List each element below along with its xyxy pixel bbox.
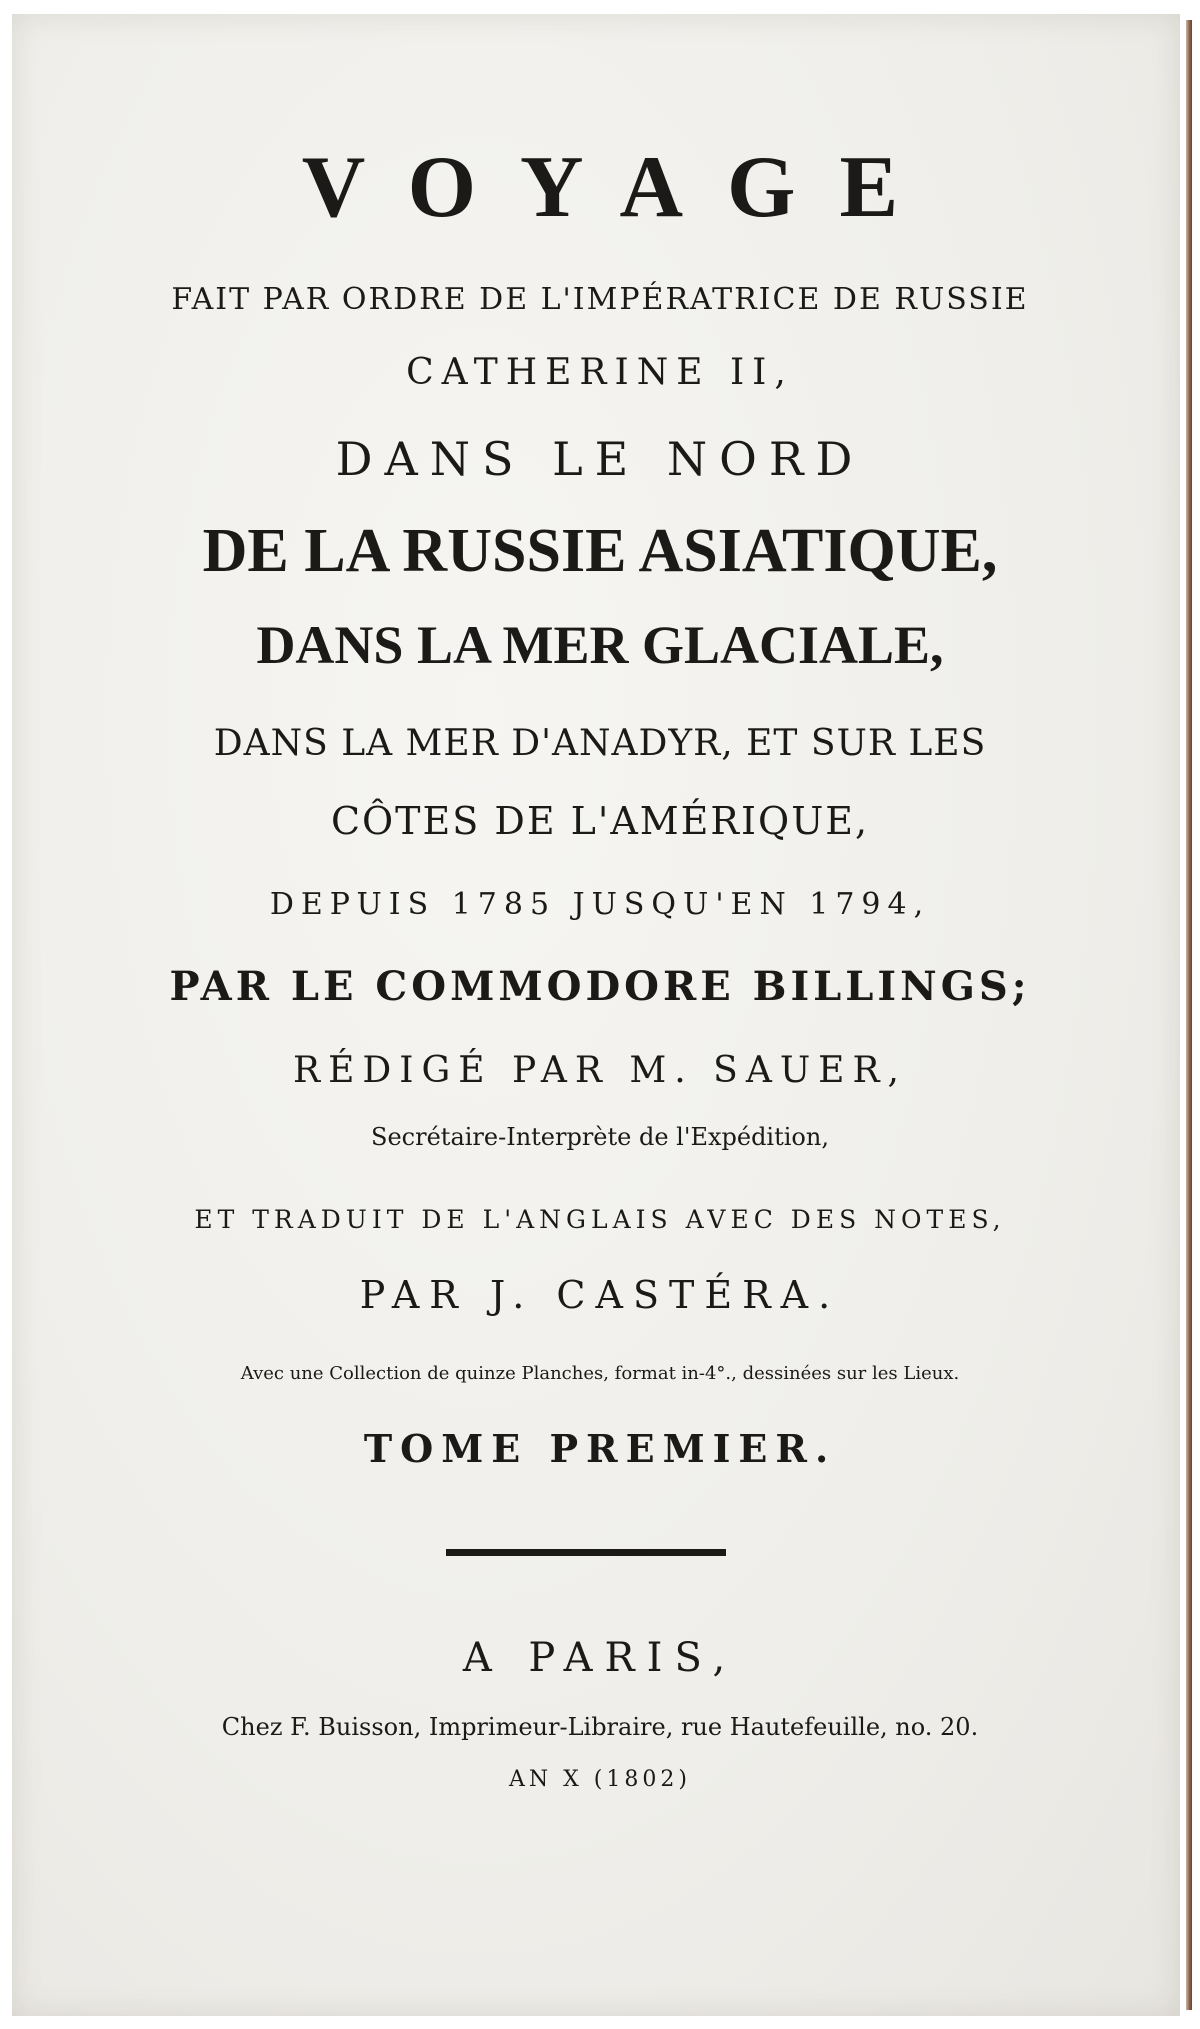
publisher-line: Chez F. Buisson, Imprimeur-Libraire, rue Hautefeuille, no. 20. (221, 1713, 979, 1741)
translator-line: PAR J. CASTÉRA. (359, 1273, 841, 1317)
subtitle-line-5: DANS LA MER GLACIALE, (256, 615, 944, 675)
date-line: AN X (1802) (509, 1767, 691, 1792)
editor-line: RÉDIGÉ PAR M. SAUER, (293, 1050, 907, 1091)
subtitle-line-2: CATHERINE II, (406, 352, 794, 393)
editor-role-line: Secrétaire-Interprète de l'Expédition, (371, 1123, 829, 1151)
author-line: PAR LE COMMODORE BILLINGS; (169, 963, 1031, 1010)
subtitle-line-3: DANS LE NORD (335, 432, 865, 486)
divider-rule (446, 1549, 726, 1556)
subtitle-line-1: FAIT PAR ORDRE DE L'IMPÉRATRICE DE RUSSIE (171, 282, 1029, 317)
place-line: A PARIS, (462, 1635, 738, 1681)
plates-note-line: Avec une Collection de quinze Planches, format in-4°., dessinées sur les Lieux. (240, 1363, 960, 1384)
subtitle-line-4: DE LA RUSSIE ASIATIQUE, (202, 517, 998, 585)
subtitle-line-7: CÔTES DE L'AMÉRIQUE, (330, 799, 870, 843)
book-title: VOYAGE (301, 139, 943, 236)
subtitle-line-6: DANS LA MER D'ANADYR, ET SUR LES (213, 723, 987, 764)
translation-line: ET TRADUIT DE L'ANGLAIS AVEC DES NOTES, (194, 1205, 1006, 1234)
volume-line: TOME PREMIER. (363, 1426, 837, 1471)
dates-line: DEPUIS 1785 JUSQU'EN 1794, (269, 887, 931, 922)
